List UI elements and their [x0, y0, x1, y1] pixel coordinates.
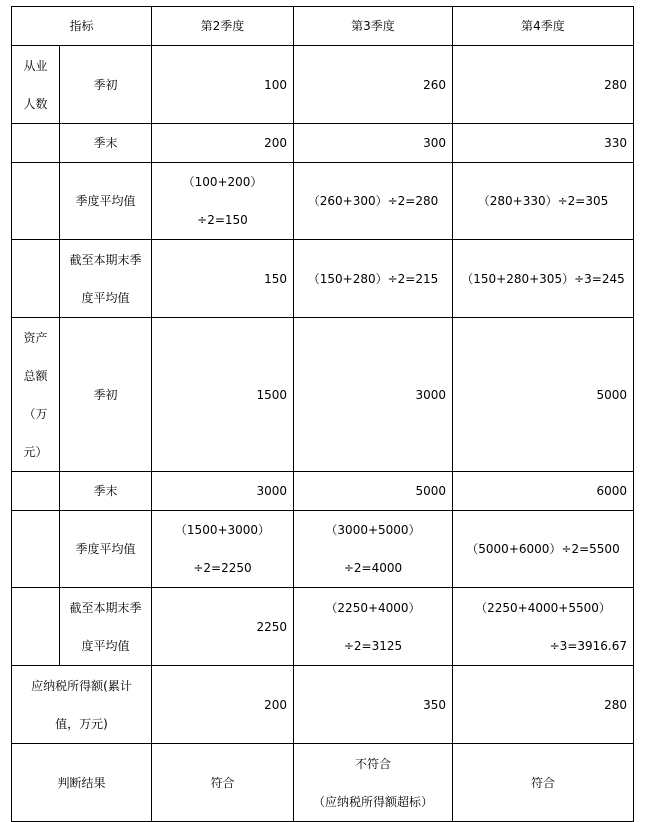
- header-q3: 第3季度: [294, 7, 453, 46]
- cell-q2: 3000: [152, 472, 294, 511]
- cell-q4: 符合: [453, 744, 634, 822]
- cell-q4: 280: [453, 666, 634, 744]
- cell-q4: 330: [453, 124, 634, 163]
- empty-group-cell: [12, 588, 60, 666]
- employees-group-label: 从业 人数: [12, 46, 60, 124]
- assets-group-label: 资产 总额 （万 元）: [12, 318, 60, 472]
- cell-q3: （3000+5000）÷2=4000: [294, 511, 453, 588]
- cell-q2: 1500: [152, 318, 294, 472]
- table-row: [12, 511, 634, 588]
- row-name: 季初: [60, 46, 152, 124]
- cell-q2: （1500+3000）÷2=2250: [152, 511, 294, 588]
- result-label: 判断结果: [12, 744, 152, 822]
- cell-q2: 200: [152, 666, 294, 744]
- taxable-income-label: 应纳税所得额(累计 值，万元): [12, 666, 152, 744]
- cell-q3: 5000: [294, 472, 453, 511]
- cell-q2: 2250: [152, 588, 294, 666]
- cell-q2: 150: [152, 240, 294, 318]
- header-row: [12, 7, 634, 46]
- row-name: 季度平均值: [60, 163, 152, 240]
- header-q2: 第2季度: [152, 7, 294, 46]
- table-row: [12, 318, 634, 472]
- cell-q3: 300: [294, 124, 453, 163]
- cell-q3: 260: [294, 46, 453, 124]
- table-row: [12, 240, 634, 318]
- empty-group-cell: [12, 124, 60, 163]
- cell-q4: （280+330）÷2=305: [453, 163, 634, 240]
- table-row: [12, 46, 634, 124]
- table-row: [12, 666, 634, 744]
- row-name: 季初: [60, 318, 152, 472]
- header-q4: 第4季度: [453, 7, 634, 46]
- quarterly-indicator-table: [11, 6, 634, 822]
- empty-group-cell: [12, 472, 60, 511]
- cell-q3: （2250+4000）÷2=3125: [294, 588, 453, 666]
- cell-q3: 不符合 （应纳税所得额超标）: [294, 744, 453, 822]
- row-name: 季末: [60, 124, 152, 163]
- cell-q2: 200: [152, 124, 294, 163]
- table-row: [12, 124, 634, 163]
- cell-q4: 280: [453, 46, 634, 124]
- cell-q4: 5000: [453, 318, 634, 472]
- cell-q4: （2250+4000+5500） ÷3=3916.67: [453, 588, 634, 666]
- table-row: [12, 472, 634, 511]
- cell-q3: 350: [294, 666, 453, 744]
- cell-q3: 3000: [294, 318, 453, 472]
- cell-q2: 符合: [152, 744, 294, 822]
- table-row: [12, 163, 634, 240]
- cell-q3: （150+280）÷2=215: [294, 240, 453, 318]
- header-indicator: 指标: [12, 7, 152, 46]
- empty-group-cell: [12, 163, 60, 240]
- row-name: 截至本期末季 度平均值: [60, 240, 152, 318]
- cell-q4: （150+280+305）÷3=245: [453, 240, 634, 318]
- table-row: [12, 744, 634, 822]
- row-name: 季度平均值: [60, 511, 152, 588]
- cell-q2: （100+200）÷2=150: [152, 163, 294, 240]
- cell-q2: 100: [152, 46, 294, 124]
- table-row: [12, 588, 634, 666]
- empty-group-cell: [12, 511, 60, 588]
- cell-q4: （5000+6000）÷2=5500: [453, 511, 634, 588]
- cell-q3: （260+300）÷2=280: [294, 163, 453, 240]
- empty-group-cell: [12, 240, 60, 318]
- cell-q4: 6000: [453, 472, 634, 511]
- row-name: 截至本期末季 度平均值: [60, 588, 152, 666]
- row-name: 季末: [60, 472, 152, 511]
